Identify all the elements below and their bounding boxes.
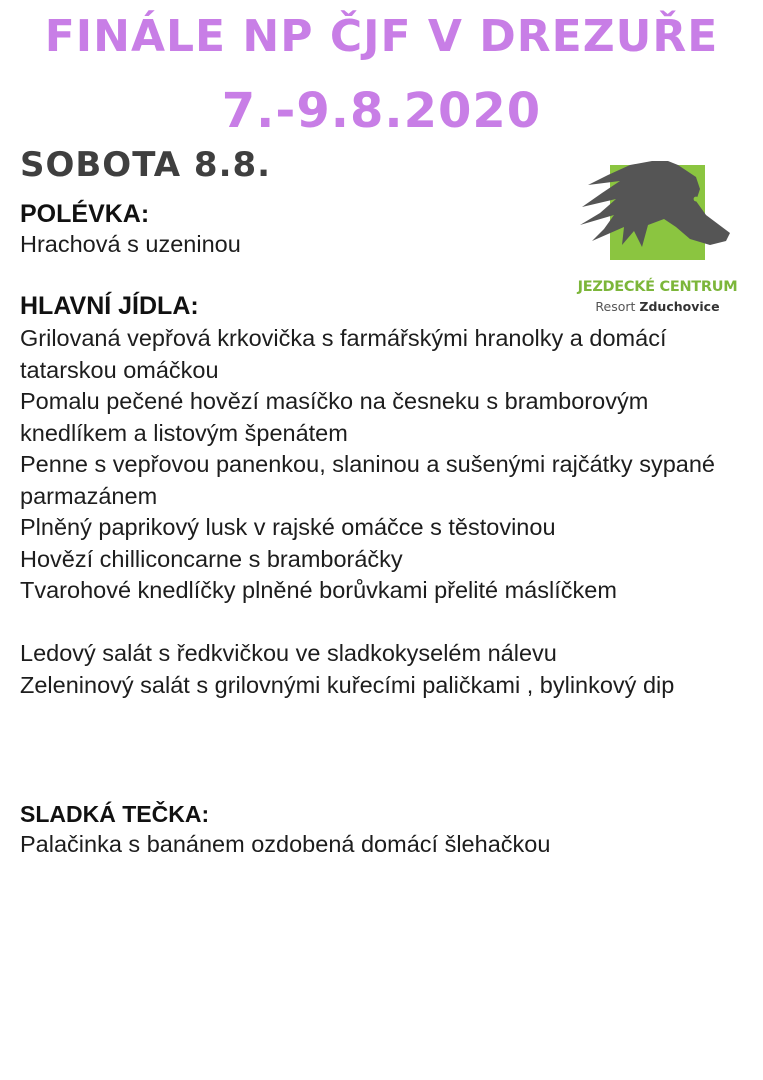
logo-place: Zduchovice xyxy=(639,299,720,314)
main-item: Pomalu pečené hovězí masíčko na česneku s bramborovým knedlíkem a listovým špenátem xyxy=(20,388,649,446)
main-item: Plněný paprikový lusk v rajské omáčce s těstovinou xyxy=(20,514,556,540)
dessert-heading: SLADKÁ TEČKA: xyxy=(20,801,210,827)
main-item: Tvarohové knedlíčky plněné borůvkami přelité máslíčkem xyxy=(20,577,617,603)
logo-subtitle xyxy=(570,299,745,314)
event-dates: 7.-9.8.2020 xyxy=(221,83,542,139)
event-title: FINÁLE NP ČJF V DREZUŘE xyxy=(44,11,719,62)
main-item: Hovězí chilliconcarne s bramboráčky xyxy=(20,545,403,572)
mains-heading: HLAVNÍ JÍDLA: xyxy=(20,292,199,320)
day-heading: SOBOTA 8.8. xyxy=(20,145,272,185)
salad-item: Zeleninový salát s grilovnými kuřecími paličkami , bylinkový dip xyxy=(20,671,675,698)
main-item: Penne s vepřovou panenkou, slaninou a sušenými rajčátky sypané parmazánem xyxy=(20,451,715,509)
main-item: Grilovaná vepřová krkovička s farmářskými hranolky a domácí tatarskou omáčkou xyxy=(20,325,667,383)
logo-name: JEZDECKÉ CENTRUM xyxy=(577,279,738,295)
dessert-item: Palačinka s banánem ozdobená domácí šlehačkou xyxy=(20,831,551,857)
salad-item: Ledový salát s ředkvičkou ve sladkokyselém nálevu xyxy=(20,640,557,666)
soup-heading: POLÉVKA: xyxy=(20,200,150,228)
soup-item: Hrachová s uzeninou xyxy=(20,231,241,257)
salads-list xyxy=(20,638,750,701)
mains-list xyxy=(20,323,760,607)
logo-resort: Resort xyxy=(595,299,636,314)
